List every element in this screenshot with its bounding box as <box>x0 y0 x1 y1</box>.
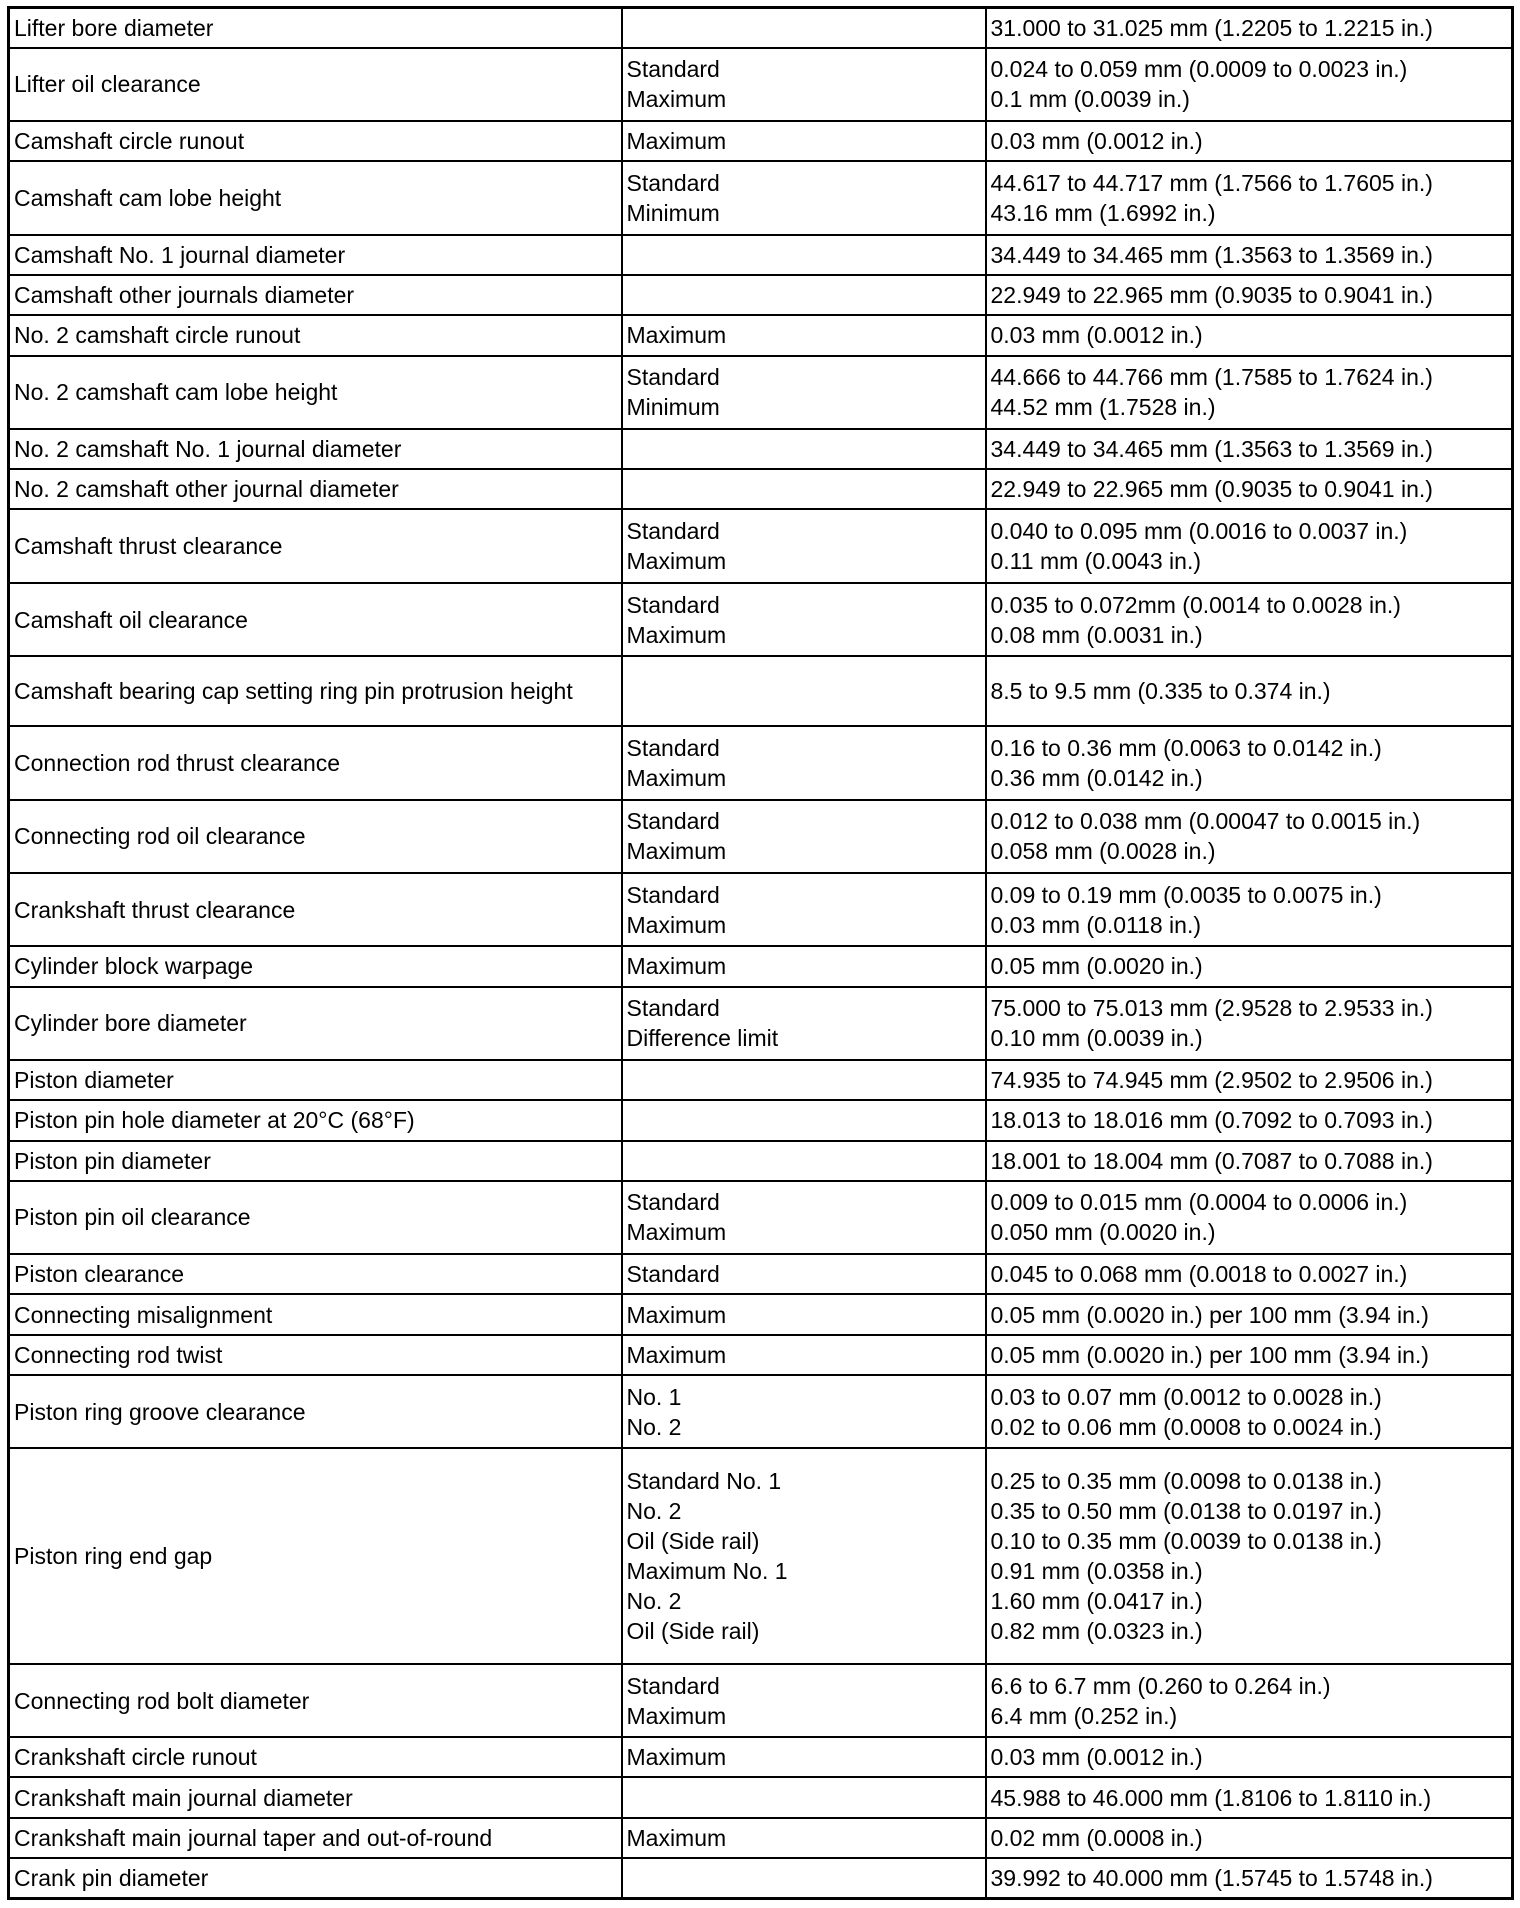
spec-value: 43.16 mm (1.6992 in.) <box>990 200 1216 227</box>
spec-condition-label: Maximum <box>626 911 727 938</box>
spec-condition-cell <box>622 429 986 469</box>
spec-item-cell <box>9 1664 622 1737</box>
spec-value-cell <box>986 1294 1513 1334</box>
spec-condition-cell <box>622 509 986 582</box>
spec-item-cell <box>9 275 622 315</box>
spec-row <box>9 800 1513 873</box>
spec-item-cell <box>9 1375 622 1448</box>
spec-condition-cell <box>622 1664 986 1737</box>
spec-condition-cell <box>622 1818 986 1858</box>
spec-value-cell <box>986 1335 1513 1375</box>
spec-item-label: Crankshaft circle runout <box>14 1744 257 1771</box>
spec-value: 6.4 mm (0.252 in.) <box>990 1702 1178 1729</box>
spec-condition-label: Oil (Side rail) <box>626 1528 760 1555</box>
spec-item-cell <box>9 946 622 986</box>
spec-row <box>9 8 1513 48</box>
spec-row <box>9 161 1513 234</box>
spec-value-cell <box>986 1858 1513 1899</box>
spec-row <box>9 48 1513 121</box>
spec-condition-label: Maximum <box>626 1301 727 1328</box>
spec-value: 6.6 to 6.7 mm (0.260 to 0.264 in.) <box>990 1672 1331 1699</box>
spec-value: 0.10 mm (0.0039 in.) <box>990 1025 1203 1052</box>
spec-condition-label: Maximum <box>626 953 727 980</box>
spec-row <box>9 726 1513 799</box>
spec-item-cell <box>9 987 622 1060</box>
spec-condition-label: Standard <box>626 591 720 618</box>
spec-item-cell <box>9 356 622 429</box>
spec-condition-cell <box>622 235 986 275</box>
spec-row <box>9 1858 1513 1899</box>
spec-condition-label: Standard <box>626 734 720 761</box>
spec-item-label: Piston pin diameter <box>14 1147 211 1174</box>
spec-condition-label: Maximum <box>626 86 727 113</box>
spec-value: 0.03 mm (0.0118 in.) <box>990 911 1202 938</box>
spec-condition-label: Maximum No. 1 <box>626 1558 788 1585</box>
spec-condition-cell <box>622 1294 986 1334</box>
spec-value: 0.05 mm (0.0020 in.) per 100 mm (3.94 in.) <box>990 1301 1429 1328</box>
spec-item-label: Connecting rod oil clearance <box>14 823 306 850</box>
spec-value-cell <box>986 1818 1513 1858</box>
spec-row <box>9 275 1513 315</box>
spec-item-cell <box>9 121 622 161</box>
spec-condition-cell <box>622 1100 986 1140</box>
spec-value: 75.000 to 75.013 mm (2.9528 to 2.9533 in.) <box>990 995 1433 1022</box>
spec-item-cell <box>9 1777 622 1817</box>
spec-item-cell <box>9 873 622 946</box>
spec-row <box>9 1448 1513 1664</box>
spec-row <box>9 987 1513 1060</box>
spec-value-cell <box>986 469 1513 509</box>
spec-item-label: Crankshaft thrust clearance <box>14 896 296 923</box>
spec-condition-cell <box>622 1777 986 1817</box>
spec-item-label: Camshaft thrust clearance <box>14 533 283 560</box>
spec-value-cell <box>986 726 1513 799</box>
spec-value: 0.82 mm (0.0323 in.) <box>990 1618 1203 1645</box>
spec-value: 0.03 to 0.07 mm (0.0012 to 0.0028 in.) <box>990 1383 1382 1410</box>
spec-value-cell <box>986 48 1513 121</box>
spec-value: 44.52 mm (1.7528 in.) <box>990 394 1216 421</box>
spec-item-label: No. 2 camshaft No. 1 journal diameter <box>14 436 402 463</box>
spec-row <box>9 1777 1513 1817</box>
spec-item-label: Lifter bore diameter <box>14 14 214 41</box>
spec-item-label: Cylinder block warpage <box>14 953 254 980</box>
spec-value-cell <box>986 315 1513 355</box>
spec-item-cell <box>9 161 622 234</box>
spec-item-label: Lifter oil clearance <box>14 71 201 98</box>
spec-condition-cell <box>622 275 986 315</box>
spec-item-cell <box>9 469 622 509</box>
spec-condition-label: Maximum <box>626 764 727 791</box>
spec-item-label: Camshaft bearing cap setting ring pin protrusion height <box>14 678 573 705</box>
spec-item-label: No. 2 camshaft other journal diameter <box>14 476 399 503</box>
spec-item-cell <box>9 509 622 582</box>
spec-value: 18.001 to 18.004 mm (0.7087 to 0.7088 in.) <box>990 1147 1433 1174</box>
spec-row <box>9 235 1513 275</box>
spec-condition-label: Oil (Side rail) <box>626 1618 760 1645</box>
spec-condition-cell <box>622 1375 986 1448</box>
spec-row <box>9 509 1513 582</box>
spec-item-label: No. 2 camshaft circle runout <box>14 322 301 349</box>
spec-item-label: Connecting misalignment <box>14 1301 273 1328</box>
spec-item-cell <box>9 583 622 656</box>
spec-value: 74.935 to 74.945 mm (2.9502 to 2.9506 in.) <box>990 1067 1433 1094</box>
spec-value-cell <box>986 509 1513 582</box>
spec-value: 0.35 to 0.50 mm (0.0138 to 0.0197 in.) <box>990 1498 1382 1525</box>
spec-condition-label: Maximum <box>626 1341 727 1368</box>
spec-item-label: Piston ring groove clearance <box>14 1398 306 1425</box>
spec-condition-cell <box>622 469 986 509</box>
spec-item-cell <box>9 1448 622 1664</box>
spec-item-label: Crank pin diameter <box>14 1864 209 1891</box>
spec-value: 0.058 mm (0.0028 in.) <box>990 838 1216 865</box>
spec-value: 1.60 mm (0.0417 in.) <box>990 1588 1203 1615</box>
spec-item-cell <box>9 1858 622 1899</box>
spec-condition-cell <box>622 800 986 873</box>
spec-value-cell <box>986 356 1513 429</box>
spec-condition-cell <box>622 946 986 986</box>
spec-condition-cell <box>622 656 986 726</box>
spec-value: 0.02 mm (0.0008 in.) <box>990 1824 1203 1851</box>
spec-row <box>9 1060 1513 1100</box>
spec-row <box>9 873 1513 946</box>
spec-condition-label: Minimum <box>626 394 720 421</box>
spec-item-label: Piston pin oil clearance <box>14 1204 251 1231</box>
spec-condition-label: Maximum <box>626 1744 727 1771</box>
spec-condition-cell <box>622 726 986 799</box>
spec-table <box>7 6 1514 1900</box>
spec-item-label: Connecting rod bolt diameter <box>14 1687 310 1714</box>
spec-condition-label: Maximum <box>626 838 727 865</box>
spec-condition-label: Standard <box>626 1261 720 1288</box>
spec-value: 0.050 mm (0.0020 in.) <box>990 1219 1216 1246</box>
spec-item-cell <box>9 1294 622 1334</box>
spec-condition-label: Maximum <box>626 1219 727 1246</box>
spec-row <box>9 946 1513 986</box>
spec-value-cell <box>986 1100 1513 1140</box>
spec-value: 34.449 to 34.465 mm (1.3563 to 1.3569 in.) <box>990 241 1433 268</box>
spec-condition-label: Standard <box>626 881 720 908</box>
spec-item-cell <box>9 315 622 355</box>
spec-value: 0.91 mm (0.0358 in.) <box>990 1558 1203 1585</box>
spec-value-cell <box>986 946 1513 986</box>
spec-condition-cell <box>622 1737 986 1777</box>
spec-row <box>9 1737 1513 1777</box>
spec-value: 0.05 mm (0.0020 in.) per 100 mm (3.94 in.) <box>990 1341 1429 1368</box>
spec-condition-label: No. 2 <box>626 1498 682 1525</box>
spec-value-cell <box>986 583 1513 656</box>
spec-row <box>9 315 1513 355</box>
spec-row <box>9 356 1513 429</box>
spec-value-cell <box>986 8 1513 48</box>
spec-condition-cell <box>622 1141 986 1181</box>
spec-item-label: Connection rod thrust clearance <box>14 749 341 776</box>
spec-value: 0.03 mm (0.0012 in.) <box>990 1744 1203 1771</box>
spec-row <box>9 1335 1513 1375</box>
spec-condition-cell <box>622 873 986 946</box>
spec-value: 0.03 mm (0.0012 in.) <box>990 322 1203 349</box>
spec-condition-label: Standard No. 1 <box>626 1468 782 1495</box>
spec-value: 0.024 to 0.059 mm (0.0009 to 0.0023 in.) <box>990 56 1408 83</box>
spec-value: 0.05 mm (0.0020 in.) <box>990 953 1203 980</box>
spec-condition-cell <box>622 121 986 161</box>
spec-item-cell <box>9 429 622 469</box>
spec-condition-cell <box>622 987 986 1060</box>
spec-value: 22.949 to 22.965 mm (0.9035 to 0.9041 in.) <box>990 282 1433 309</box>
spec-condition-label: No. 2 <box>626 1588 682 1615</box>
spec-condition-label: Maximum <box>626 1702 727 1729</box>
spec-item-cell <box>9 1141 622 1181</box>
spec-condition-label: Maximum <box>626 548 727 575</box>
spec-row <box>9 1664 1513 1737</box>
spec-value-cell <box>986 656 1513 726</box>
spec-item-label: Piston ring end gap <box>14 1543 213 1570</box>
spec-item-label: Cylinder bore diameter <box>14 1010 247 1037</box>
spec-condition-label: Standard <box>626 364 720 391</box>
spec-condition-label: Maximum <box>626 322 727 349</box>
spec-item-label: Connecting rod twist <box>14 1341 223 1368</box>
spec-item-label: Piston pin hole diameter at 20°C (68°F) <box>14 1107 415 1134</box>
spec-value: 0.009 to 0.015 mm (0.0004 to 0.0006 in.) <box>990 1189 1408 1216</box>
spec-condition-label: Standard <box>626 1189 720 1216</box>
spec-row <box>9 1294 1513 1334</box>
spec-value-cell <box>986 1664 1513 1737</box>
spec-value: 0.25 to 0.35 mm (0.0098 to 0.0138 in.) <box>990 1468 1382 1495</box>
spec-condition-cell <box>622 48 986 121</box>
spec-value: 0.1 mm (0.0039 in.) <box>990 86 1190 113</box>
spec-item-cell <box>9 1818 622 1858</box>
spec-item-label: Camshaft No. 1 journal diameter <box>14 241 346 268</box>
spec-value-cell <box>986 1777 1513 1817</box>
spec-item-cell <box>9 1181 622 1254</box>
spec-item-cell <box>9 1060 622 1100</box>
spec-condition-cell <box>622 583 986 656</box>
spec-value: 0.10 to 0.35 mm (0.0039 to 0.0138 in.) <box>990 1528 1382 1555</box>
spec-value-cell <box>986 800 1513 873</box>
spec-condition-label: Standard <box>626 170 720 197</box>
spec-item-cell <box>9 656 622 726</box>
spec-condition-label: Minimum <box>626 200 720 227</box>
spec-row <box>9 1181 1513 1254</box>
spec-item-label: Crankshaft main journal taper and out-of-round <box>14 1824 493 1851</box>
spec-row <box>9 429 1513 469</box>
spec-value-cell <box>986 121 1513 161</box>
spec-value: 0.09 to 0.19 mm (0.0035 to 0.0075 in.) <box>990 881 1382 908</box>
spec-value: 18.013 to 18.016 mm (0.7092 to 0.7093 in.) <box>990 1107 1433 1134</box>
spec-condition-cell <box>622 1181 986 1254</box>
spec-item-label: No. 2 camshaft cam lobe height <box>14 379 338 406</box>
spec-condition-cell <box>622 1254 986 1294</box>
spec-condition-label: Standard <box>626 56 720 83</box>
spec-value: 44.617 to 44.717 mm (1.7566 to 1.7605 in.) <box>990 170 1433 197</box>
spec-value-cell <box>986 987 1513 1060</box>
spec-value-cell <box>986 1254 1513 1294</box>
spec-condition-cell <box>622 8 986 48</box>
spec-condition-cell <box>622 1858 986 1899</box>
spec-condition-label: Standard <box>626 518 720 545</box>
spec-value-cell <box>986 1141 1513 1181</box>
spec-item-label: Piston diameter <box>14 1067 174 1094</box>
spec-item-label: Camshaft other journals diameter <box>14 282 355 309</box>
spec-condition-label: No. 1 <box>626 1383 682 1410</box>
spec-value: 31.000 to 31.025 mm (1.2205 to 1.2215 in.) <box>990 14 1433 41</box>
spec-value-cell <box>986 1448 1513 1664</box>
spec-condition-label: Difference limit <box>626 1025 779 1052</box>
spec-row <box>9 469 1513 509</box>
spec-value: 0.36 mm (0.0142 in.) <box>990 764 1203 791</box>
spec-value-cell <box>986 235 1513 275</box>
spec-condition-cell <box>622 1335 986 1375</box>
spec-value: 0.035 to 0.072mm (0.0014 to 0.0028 in.) <box>990 591 1401 618</box>
spec-row <box>9 1141 1513 1181</box>
spec-item-cell <box>9 8 622 48</box>
spec-value: 39.992 to 40.000 mm (1.5745 to 1.5748 in.) <box>990 1864 1433 1891</box>
spec-value: 0.012 to 0.038 mm (0.00047 to 0.0015 in.) <box>990 808 1421 835</box>
spec-row <box>9 1100 1513 1140</box>
spec-item-label: Crankshaft main journal diameter <box>14 1784 353 1811</box>
spec-condition-cell <box>622 161 986 234</box>
spec-row <box>9 1254 1513 1294</box>
spec-item-cell <box>9 800 622 873</box>
spec-item-cell <box>9 726 622 799</box>
spec-value-cell <box>986 429 1513 469</box>
spec-value-cell <box>986 275 1513 315</box>
spec-condition-label: Standard <box>626 1672 720 1699</box>
spec-item-label: Camshaft circle runout <box>14 128 245 155</box>
spec-row <box>9 583 1513 656</box>
spec-value: 44.666 to 44.766 mm (1.7585 to 1.7624 in.) <box>990 364 1433 391</box>
spec-value: 0.08 mm (0.0031 in.) <box>990 621 1203 648</box>
spec-item-cell <box>9 1737 622 1777</box>
spec-value: 0.03 mm (0.0012 in.) <box>990 128 1203 155</box>
spec-table-body <box>9 8 1513 1899</box>
spec-value: 0.16 to 0.36 mm (0.0063 to 0.0142 in.) <box>990 734 1382 761</box>
spec-value-cell <box>986 1375 1513 1448</box>
spec-item-cell <box>9 1335 622 1375</box>
spec-value-cell <box>986 1181 1513 1254</box>
spec-condition-label: Maximum <box>626 1824 727 1851</box>
spec-value: 34.449 to 34.465 mm (1.3563 to 1.3569 in.) <box>990 436 1433 463</box>
spec-value: 0.045 to 0.068 mm (0.0018 to 0.0027 in.) <box>990 1261 1408 1288</box>
spec-item-label: Piston clearance <box>14 1261 185 1288</box>
spec-item-cell <box>9 235 622 275</box>
spec-row <box>9 1375 1513 1448</box>
spec-value-cell <box>986 1060 1513 1100</box>
spec-value: 8.5 to 9.5 mm (0.335 to 0.374 in.) <box>990 678 1331 705</box>
spec-item-label: Camshaft cam lobe height <box>14 185 282 212</box>
spec-row <box>9 121 1513 161</box>
spec-condition-cell <box>622 356 986 429</box>
spec-value: 0.11 mm (0.0043 in.) <box>990 548 1202 575</box>
spec-condition-label: No. 2 <box>626 1413 682 1440</box>
spec-condition-cell <box>622 315 986 355</box>
spec-value: 45.988 to 46.000 mm (1.8106 to 1.8110 in.) <box>990 1784 1432 1811</box>
spec-condition-cell <box>622 1060 986 1100</box>
spec-item-label: Camshaft oil clearance <box>14 606 248 633</box>
spec-condition-cell <box>622 1448 986 1664</box>
spec-value-cell <box>986 1737 1513 1777</box>
spec-condition-label: Maximum <box>626 621 727 648</box>
spec-value-cell <box>986 873 1513 946</box>
spec-item-cell <box>9 1100 622 1140</box>
spec-row <box>9 656 1513 726</box>
spec-condition-label: Maximum <box>626 128 727 155</box>
spec-value-cell <box>986 161 1513 234</box>
spec-row <box>9 1818 1513 1858</box>
spec-condition-label: Standard <box>626 808 720 835</box>
spec-condition-label: Standard <box>626 995 720 1022</box>
spec-item-cell <box>9 1254 622 1294</box>
spec-item-cell <box>9 48 622 121</box>
spec-value: 22.949 to 22.965 mm (0.9035 to 0.9041 in.) <box>990 476 1433 503</box>
spec-value: 0.040 to 0.095 mm (0.0016 to 0.0037 in.) <box>990 518 1408 545</box>
spec-value: 0.02 to 0.06 mm (0.0008 to 0.0024 in.) <box>990 1413 1382 1440</box>
